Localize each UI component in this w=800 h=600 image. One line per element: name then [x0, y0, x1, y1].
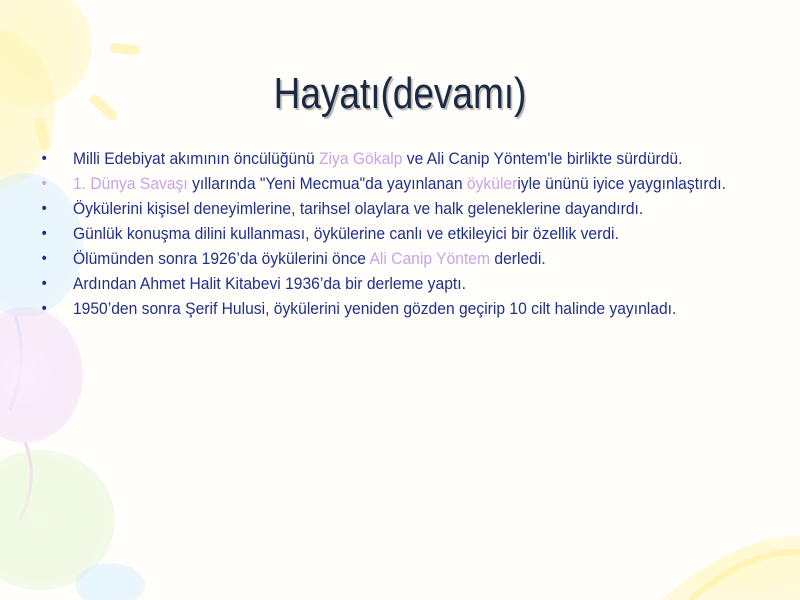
list-item	[38, 298, 772, 320]
item-text: Öykülerini kişisel deneyimlerine, tarihsel olaylara ve halk geleneklerine dayandırdı.	[72, 199, 644, 218]
list-item	[38, 198, 772, 220]
highlighted-text: 1. Dünya Savaşı	[72, 174, 188, 193]
item-text: ve Ali Canip Yöntem'le birlikte sürdürdü.	[402, 149, 683, 168]
bullet-marker: •	[41, 225, 47, 242]
item-text: Günlük konuşma dilini kullanması, öykülerine canlı ve etkileyici bir özellik verdi.	[72, 224, 619, 243]
highlighted-text: Ziya Gökalp	[319, 149, 403, 168]
bullet-marker: •	[41, 200, 47, 217]
bullet-marker: •	[41, 175, 47, 192]
item-text: 1950’den sonra Şerif Hulusi, öykülerini yeniden gözden geçirip 10 cilt halinde yayınladı.	[72, 299, 677, 318]
item-text: Ölümünden sonra 1926’da öykülerini önce	[72, 249, 370, 268]
list-item	[38, 248, 772, 270]
item-text: yıllarında "Yeni Mecmua"da yayınlanan	[187, 174, 467, 193]
item-text: derledi.	[490, 249, 546, 268]
list-item	[38, 173, 772, 195]
bullet-marker: •	[41, 300, 47, 317]
yellow-arc-decoration	[660, 536, 800, 600]
highlighted-text: öyküler	[466, 174, 518, 193]
item-text: Milli Edebiyat akımının öncülüğünü	[72, 149, 320, 168]
bullet-marker: •	[41, 150, 47, 167]
item-text: iyle ününü iyice yaygınlaştırdı.	[517, 174, 726, 193]
list-item	[38, 223, 772, 245]
item-text: Ardından Ahmet Halit Kitabevi 1936’da bir derleme yaptı.	[72, 274, 466, 293]
bullet-list	[38, 148, 738, 323]
list-item	[38, 273, 772, 295]
bullet-marker: •	[41, 275, 47, 292]
list-item	[38, 148, 772, 170]
highlighted-text: Ali Canip Yöntem	[369, 249, 491, 268]
bullet-marker: •	[41, 250, 47, 267]
slide-title: Hayatı(devamı)	[273, 69, 527, 118]
